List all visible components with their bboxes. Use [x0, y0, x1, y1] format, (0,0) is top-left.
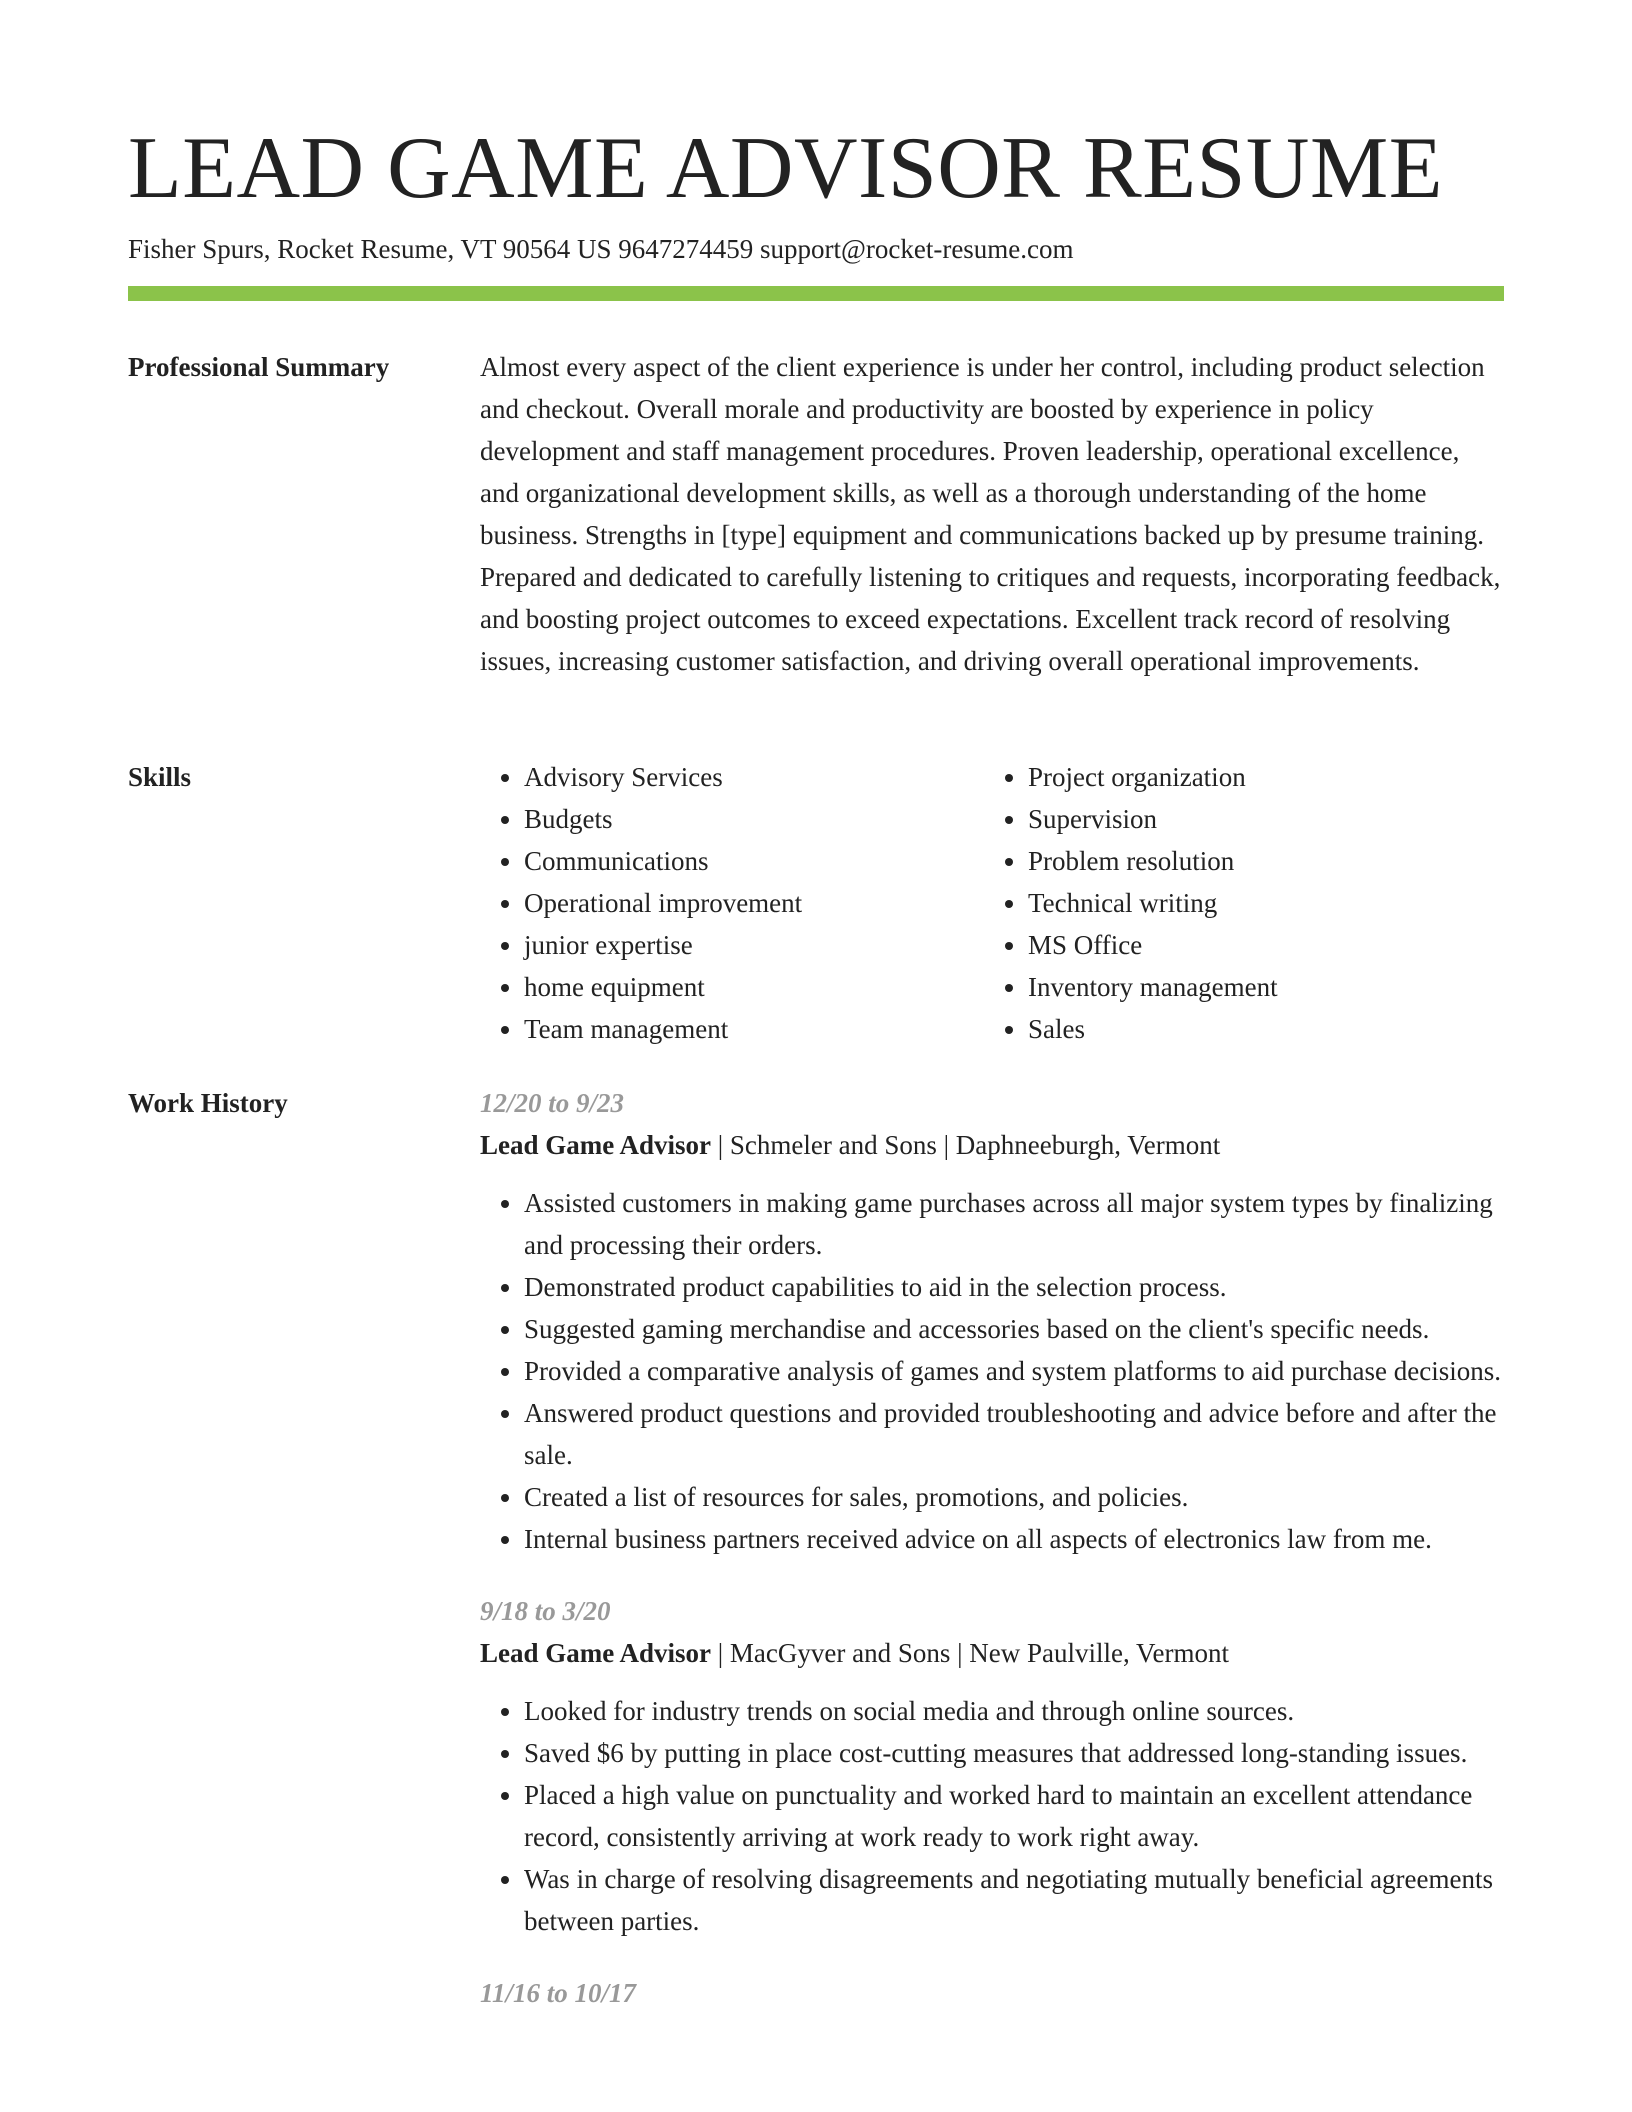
skill-item: • junior expertise [524, 924, 984, 966]
skill-item: • Technical writing [1028, 882, 1488, 924]
job-details: | MacGyver and Sons | New Paulville, Vermont [711, 1638, 1229, 1668]
contact-line: Fisher Spurs, Rocket Resume, VT 90564 US 9647274459 support@rocket-resume.com [128, 234, 1074, 264]
skills-list-left [480, 756, 984, 1050]
job-heading [480, 1632, 1504, 1674]
skills-columns [480, 756, 1504, 1050]
skill-item: • Project organization [1028, 756, 1488, 798]
accent-divider [128, 286, 1504, 301]
skills-label: Skills [128, 762, 192, 792]
job-title: Lead Game Advisor [480, 1130, 712, 1160]
job-entry [480, 1972, 1504, 2014]
job-heading [480, 1124, 1504, 1166]
skill-item: • Communications [524, 840, 984, 882]
skill-item: • Budgets [524, 798, 984, 840]
job-bullet: • Looked for industry trends on social media and through online sources. [524, 1690, 1504, 1732]
job-bullet: • Demonstrated product capabilities to aid in the selection process. [524, 1266, 1504, 1308]
job-dates: 12/20 to 9/23 [480, 1088, 625, 1118]
work-history-body [480, 1082, 1504, 2014]
summary-body [480, 346, 1504, 682]
work-history-label: Work History [128, 1088, 288, 1118]
job-bullet: • Placed a high value on punctuality and worked hard to maintain an excellent attendance record, consistently arriving at work ready to work right away. [524, 1774, 1504, 1858]
job-bullet: • Internal business partners received advice on all aspects of electronics law from me. [524, 1518, 1504, 1560]
skill-item: • Team management [524, 1008, 984, 1050]
job-dates: 9/18 to 3/20 [480, 1596, 611, 1626]
skills-body [480, 756, 1504, 1050]
resume-title: LEAD GAME ADVISOR RESUME [128, 120, 1443, 217]
skill-item: • Supervision [1028, 798, 1488, 840]
job-bullet: • Saved $6 by putting in place cost-cutting measures that addressed long-standing issues. [524, 1732, 1504, 1774]
job-bullet: • Was in charge of resolving disagreements and negotiating mutually beneficial agreements between parties. [524, 1858, 1504, 1942]
skill-item: • Operational improvement [524, 882, 984, 924]
job-bullet-list [480, 1690, 1504, 1942]
job-bullet: • Provided a comparative analysis of games and system platforms to aid purchase decisions. [524, 1350, 1504, 1392]
skills-list-right [984, 756, 1488, 1050]
summary-text: Almost every aspect of the client experience is under her control, including product selection and checkout. Overall morale and productivity are boosted by experience in policy development and staff management procedures. Proven leadership, operational excellence, and organizational development skills, as well as a thorough understanding of the home business. Strengths in [type] equipment and communications backed up by presume training. Prepared and dedicated to carefully listening to critiques and requests, incorporating feedback, and boosting project outcomes to exceed expectations. Excellent track record of resolving issues, increasing customer satisfaction, and driving overall operational improvements. [480, 352, 1501, 676]
skill-item: • home equipment [524, 966, 984, 1008]
job-bullet-list [480, 1182, 1504, 1560]
job-bullet: • Created a list of resources for sales, promotions, and policies. [524, 1476, 1504, 1518]
job-bullet: • Assisted customers in making game purchases across all major system types by finalizing and processing their orders. [524, 1182, 1504, 1266]
job-bullet: • Answered product questions and provided troubleshooting and advice before and after the sale. [524, 1392, 1504, 1476]
job-entry [480, 1590, 1504, 1942]
job-title: Lead Game Advisor [480, 1638, 712, 1668]
job-details: | Schmeler and Sons | Daphneeburgh, Vermont [711, 1130, 1221, 1160]
skill-item: • Inventory management [1028, 966, 1488, 1008]
summary-label: Professional Summary [128, 352, 390, 382]
job-entry [480, 1082, 1504, 1560]
skill-item: • MS Office [1028, 924, 1488, 966]
skill-item: • Sales [1028, 1008, 1488, 1050]
job-bullet: • Suggested gaming merchandise and accessories based on the client's specific needs. [524, 1308, 1504, 1350]
skill-item: • Problem resolution [1028, 840, 1488, 882]
job-dates: 11/16 to 10/17 [480, 1978, 637, 2008]
skill-item: • Advisory Services [524, 756, 984, 798]
